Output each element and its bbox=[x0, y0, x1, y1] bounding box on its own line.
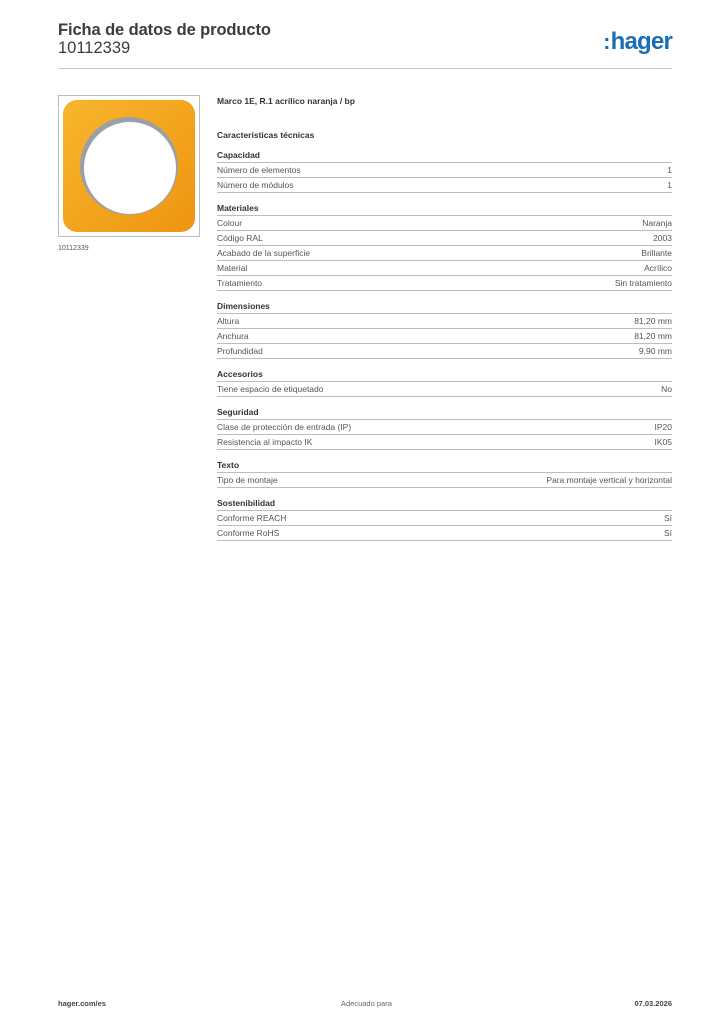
spec-value: 1 bbox=[667, 165, 672, 175]
header-divider bbox=[58, 68, 672, 69]
footer-website-link[interactable]: hager.com/es bbox=[58, 999, 106, 1008]
spec-row bbox=[217, 163, 672, 178]
spec-group-title: Accesorios bbox=[217, 369, 672, 382]
spec-value: 81,20 mm bbox=[634, 316, 672, 326]
spec-row bbox=[217, 246, 672, 261]
spec-value: Acrílico bbox=[644, 263, 672, 273]
spec-label: Altura bbox=[217, 316, 240, 326]
hager-logo[interactable]: :hager bbox=[603, 28, 672, 55]
spec-group-title: Sostenibilidad bbox=[217, 498, 672, 511]
logo-text: hager bbox=[610, 28, 672, 55]
footer-date: 07.03.2026 bbox=[634, 999, 672, 1008]
spec-value: 81,20 mm bbox=[634, 331, 672, 341]
spec-group-title: Seguridad bbox=[217, 407, 672, 420]
spec-value: Sí bbox=[663, 528, 672, 538]
spec-label: Código RAL bbox=[217, 233, 263, 243]
spec-label: Número de módulos bbox=[217, 180, 294, 190]
spec-label: Conforme RoHS bbox=[217, 528, 280, 538]
spec-label: Número de elementos bbox=[217, 165, 301, 175]
spec-row bbox=[217, 473, 672, 488]
spec-group-title: Capacidad bbox=[217, 150, 672, 163]
spec-row bbox=[217, 526, 672, 541]
spec-row bbox=[217, 231, 672, 246]
spec-row bbox=[217, 344, 672, 359]
spec-label: Conforme REACH bbox=[217, 513, 287, 523]
spec-value: No bbox=[661, 384, 672, 394]
spec-label: Tratamiento bbox=[217, 278, 263, 288]
spec-label: Resistencia al impacto IK bbox=[217, 437, 313, 447]
spec-label: Profundidad bbox=[217, 346, 263, 356]
spec-row bbox=[217, 178, 672, 193]
spec-value: 2003 bbox=[653, 233, 672, 243]
spec-row bbox=[217, 382, 672, 397]
spec-row bbox=[217, 261, 672, 276]
footer-note: Adecuado para bbox=[341, 999, 392, 1008]
spec-value: 9,90 mm bbox=[638, 346, 672, 356]
spec-group bbox=[217, 369, 672, 397]
spec-label: Tipo de montaje bbox=[217, 475, 278, 485]
spec-groups bbox=[217, 150, 672, 541]
spec-row bbox=[217, 276, 672, 291]
spec-row bbox=[217, 314, 672, 329]
spec-group bbox=[217, 150, 672, 193]
spec-label: Anchura bbox=[217, 331, 249, 341]
spec-group-title: Dimensiones bbox=[217, 301, 672, 314]
spec-group bbox=[217, 498, 672, 541]
spec-row bbox=[217, 511, 672, 526]
spec-group bbox=[217, 301, 672, 359]
spec-content bbox=[217, 96, 672, 541]
spec-group bbox=[217, 407, 672, 450]
spec-value: Sin tratamiento bbox=[614, 278, 672, 288]
product-code: 10112339 bbox=[58, 39, 131, 57]
image-caption: 10112339 bbox=[58, 245, 89, 252]
page-title: Ficha de datos de producto bbox=[58, 21, 271, 39]
spec-label: Clase de protección de entrada (IP) bbox=[217, 422, 352, 432]
spec-row bbox=[217, 216, 672, 231]
spec-group-title: Texto bbox=[217, 460, 672, 473]
spec-row bbox=[217, 420, 672, 435]
spec-value: Brillante bbox=[641, 248, 672, 258]
spec-group bbox=[217, 460, 672, 488]
spec-group bbox=[217, 203, 672, 291]
spec-group-title: Materiales bbox=[217, 203, 672, 216]
spec-row bbox=[217, 435, 672, 450]
spec-label: Material bbox=[217, 263, 248, 273]
spec-value: IP20 bbox=[654, 422, 672, 432]
spec-value: Para montaje vertical y horizontal bbox=[546, 475, 672, 485]
product-image bbox=[58, 95, 200, 237]
section-heading: Características técnicas bbox=[217, 130, 315, 140]
spec-label: Colour bbox=[217, 218, 243, 228]
spec-label: Acabado de la superficie bbox=[217, 248, 311, 258]
spec-value: IK05 bbox=[654, 437, 672, 447]
spec-value: Naranja bbox=[642, 218, 672, 228]
spec-value: 1 bbox=[667, 180, 672, 190]
spec-label: Tiene espacio de etiquetado bbox=[217, 384, 324, 394]
product-name: Marco 1E, R.1 acrílico naranja / bp bbox=[217, 96, 355, 106]
spec-row bbox=[217, 329, 672, 344]
spec-value: Sí bbox=[663, 513, 672, 523]
